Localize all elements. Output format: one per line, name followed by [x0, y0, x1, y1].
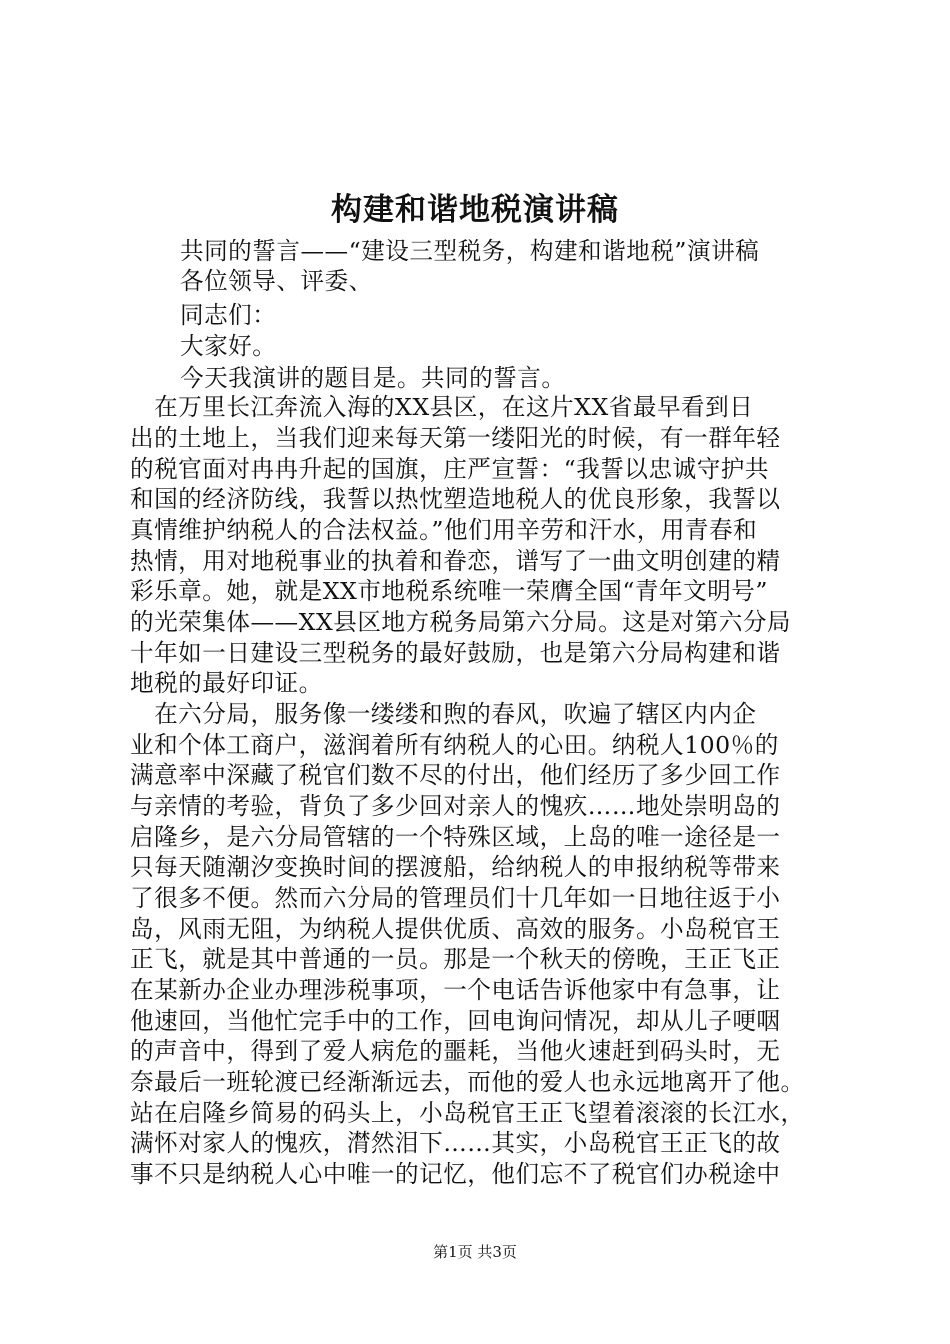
- text-line: 和国的经济防线，我誓以热忱塑造地税人的优良形象，我誓以: [130, 485, 781, 513]
- text-line: 正飞，就是其中普通的一员。那是一个秋天的傍晚，王正飞正: [130, 945, 781, 973]
- text-line: 彩乐章。她，就是XX市地税系统唯一荣膺全国“青年文明号”: [130, 577, 768, 605]
- text-line: 热情，用对地税事业的执着和眷恋，谱写了一曲文明创建的精: [130, 547, 781, 575]
- text-line: 了很多不便。然而六分局的管理员们十几年如一日地往返于小: [130, 884, 781, 912]
- text-line: 各位领导、评委、: [180, 267, 373, 295]
- text-line: 的光荣集体——XX县区地方税务局第六分局。这是对第六分局: [130, 608, 792, 636]
- text-line: 站在启隆乡简易的码头上，小岛税官王正飞望着滚滚的长江水，: [130, 1099, 805, 1127]
- text-line: 岛，风雨无阻，为纳税人提供优质、高效的服务。小岛税官王: [130, 915, 781, 943]
- text-line: 共同的誓言——“建设三型税务，构建和谐地税”演讲稿: [180, 237, 760, 265]
- text-line: 同志们：: [180, 301, 277, 329]
- text-line: 事不只是纳税人心中唯一的记忆，他们忘不了税官们办税途中: [130, 1160, 781, 1188]
- text-line: 在某新办企业办理涉税事项，一个电话告诉他家中有急事，让: [130, 976, 781, 1004]
- text-line: 十年如一日建设三型税务的最好鼓励，也是第六分局构建和谐: [130, 639, 781, 667]
- text-line: 与亲情的考验，背负了多少回对亲人的愧疚……地处崇明岛的: [130, 792, 781, 820]
- document-title: 构建和谐地税演讲稿: [331, 192, 619, 228]
- text-line: 真情维护纳税人的合法权益。”他们用辛劳和汗水，用青春和: [130, 516, 758, 544]
- text-line: 满怀对家人的愧疚，潸然泪下……其实，小岛税官王正飞的故: [130, 1129, 781, 1157]
- text-line: 满意率中深藏了税官们数不尽的付出，他们经历了多少回工作: [130, 761, 781, 789]
- text-line: 启隆乡，是六分局管辖的一个特殊区域，上岛的唯一途径是一: [130, 823, 781, 851]
- text-line: 地税的最好印证。: [130, 669, 323, 697]
- text-line: 今天我演讲的题目是。共同的誓言。: [180, 364, 566, 392]
- text-line: 业和个体工商户，滋润着所有纳税人的心田。纳税人100％的: [130, 731, 779, 759]
- text-line: 出的土地上，当我们迎来每天第一缕阳光的时候，有一群年轻: [130, 424, 781, 452]
- text-line: 奈最后一班轮渡已经渐渐远去，而他的爱人也永远地离开了他。: [130, 1068, 805, 1096]
- text-line: 大家好。: [180, 332, 277, 360]
- text-line: 只每天随潮汐变换时间的摆渡船，给纳税人的申报纳税等带来: [130, 853, 781, 881]
- page-footer: 第1页 共3页: [433, 1243, 517, 1261]
- text-line: 的声音中，得到了爱人病危的噩耗，当他火速赶到码头时，无: [130, 1037, 781, 1065]
- text-line: 的税官面对冉冉升起的国旗，庄严宣誓：“我誓以忠诚守护共: [130, 455, 769, 483]
- text-line: 他速回，当他忙完手中的工作，回电询问情况，却从儿子哽咽: [130, 1007, 781, 1035]
- text-line: 在万里长江奔流入海的XX县区，在这片XX省最早看到日: [130, 393, 754, 421]
- text-line: 在六分局，服务像一缕缕和煦的春风，吹遍了辖区内内企: [130, 700, 757, 728]
